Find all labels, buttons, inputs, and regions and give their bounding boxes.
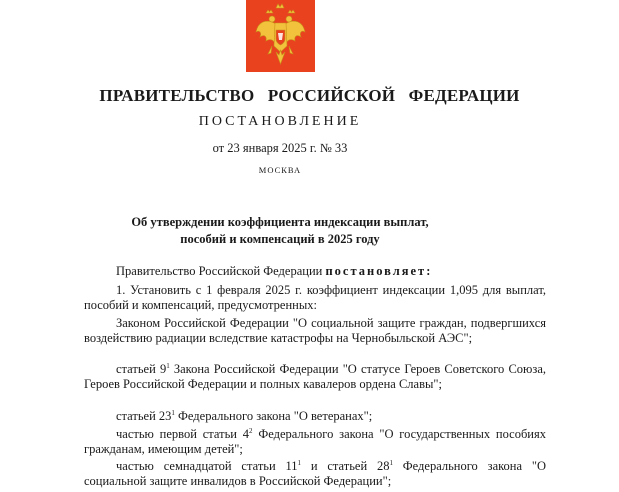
text: Федерального закона "О социальной защите инвалидов в Российской Федерации"; [84,459,546,488]
russian-coat-of-arms-icon [246,0,315,72]
superscript: 1 [389,459,393,467]
text: Федерального закона "О государственных пособиях гражданам, имеющим детей"; [84,427,546,456]
text: Федерального закона "О ветеранах"; [174,409,373,423]
paragraph-child-benefits [84,427,546,457]
decree-preamble [84,264,546,279]
text: частью семнадцатой статьи 11 [116,459,298,473]
superscript: 2 [249,427,253,435]
superscript: 1 [297,459,302,467]
title-line-1: Об утверждении коэффициента индексации выплат, [131,215,429,229]
document-title [0,214,560,248]
text: статьей 23 [116,409,172,423]
government-heading [0,86,619,106]
gov-word-3: ФЕДЕРАЦИИ [408,86,520,105]
paragraph-chernobyl: Законом Российской Федерации "О социальной защите граждан, подвергшихся воздействию радиации вследствие катастрофы на Чернобыльской АЭС"; [84,316,546,345]
text: и статьей 28 [301,459,390,473]
title-line-2: пособий и компенсаций в 2025 году [180,232,380,246]
paragraph-heroes [84,362,546,392]
text: Закона Российской Федерации "О статусе Героев Советского Союза, Героев Российской Федерации и полных кавалеров ордена Славы"; [84,362,546,391]
document-type: ПОСТАНОВЛЕНИЕ [198,114,362,129]
paragraph-1: 1. Установить с 1 февраля 2025 г. коэффициент индексации 1,095 для выплат, пособий и компенсаций, предусмотренных: [84,283,546,312]
decree-keyword: постановляет: [325,264,433,278]
superscript: 1 [171,409,175,417]
paragraph-veterans [84,409,546,424]
gov-word-2: РОССИЙСКОЙ [267,86,396,105]
coat-of-arms [246,0,315,72]
text: статьей 9 [116,362,167,376]
document-city: МОСКВА [258,165,302,175]
text: частью первой статьи 4 [116,427,250,441]
superscript: 1 [166,362,170,370]
gov-word-1: ПРАВИТЕЛЬСТВО [99,86,255,105]
paragraph-disabled [84,459,546,489]
document-date: от 23 января 2025 г. № 33 [212,141,348,155]
preamble-text: Правительство Российской Федерации [116,264,326,278]
